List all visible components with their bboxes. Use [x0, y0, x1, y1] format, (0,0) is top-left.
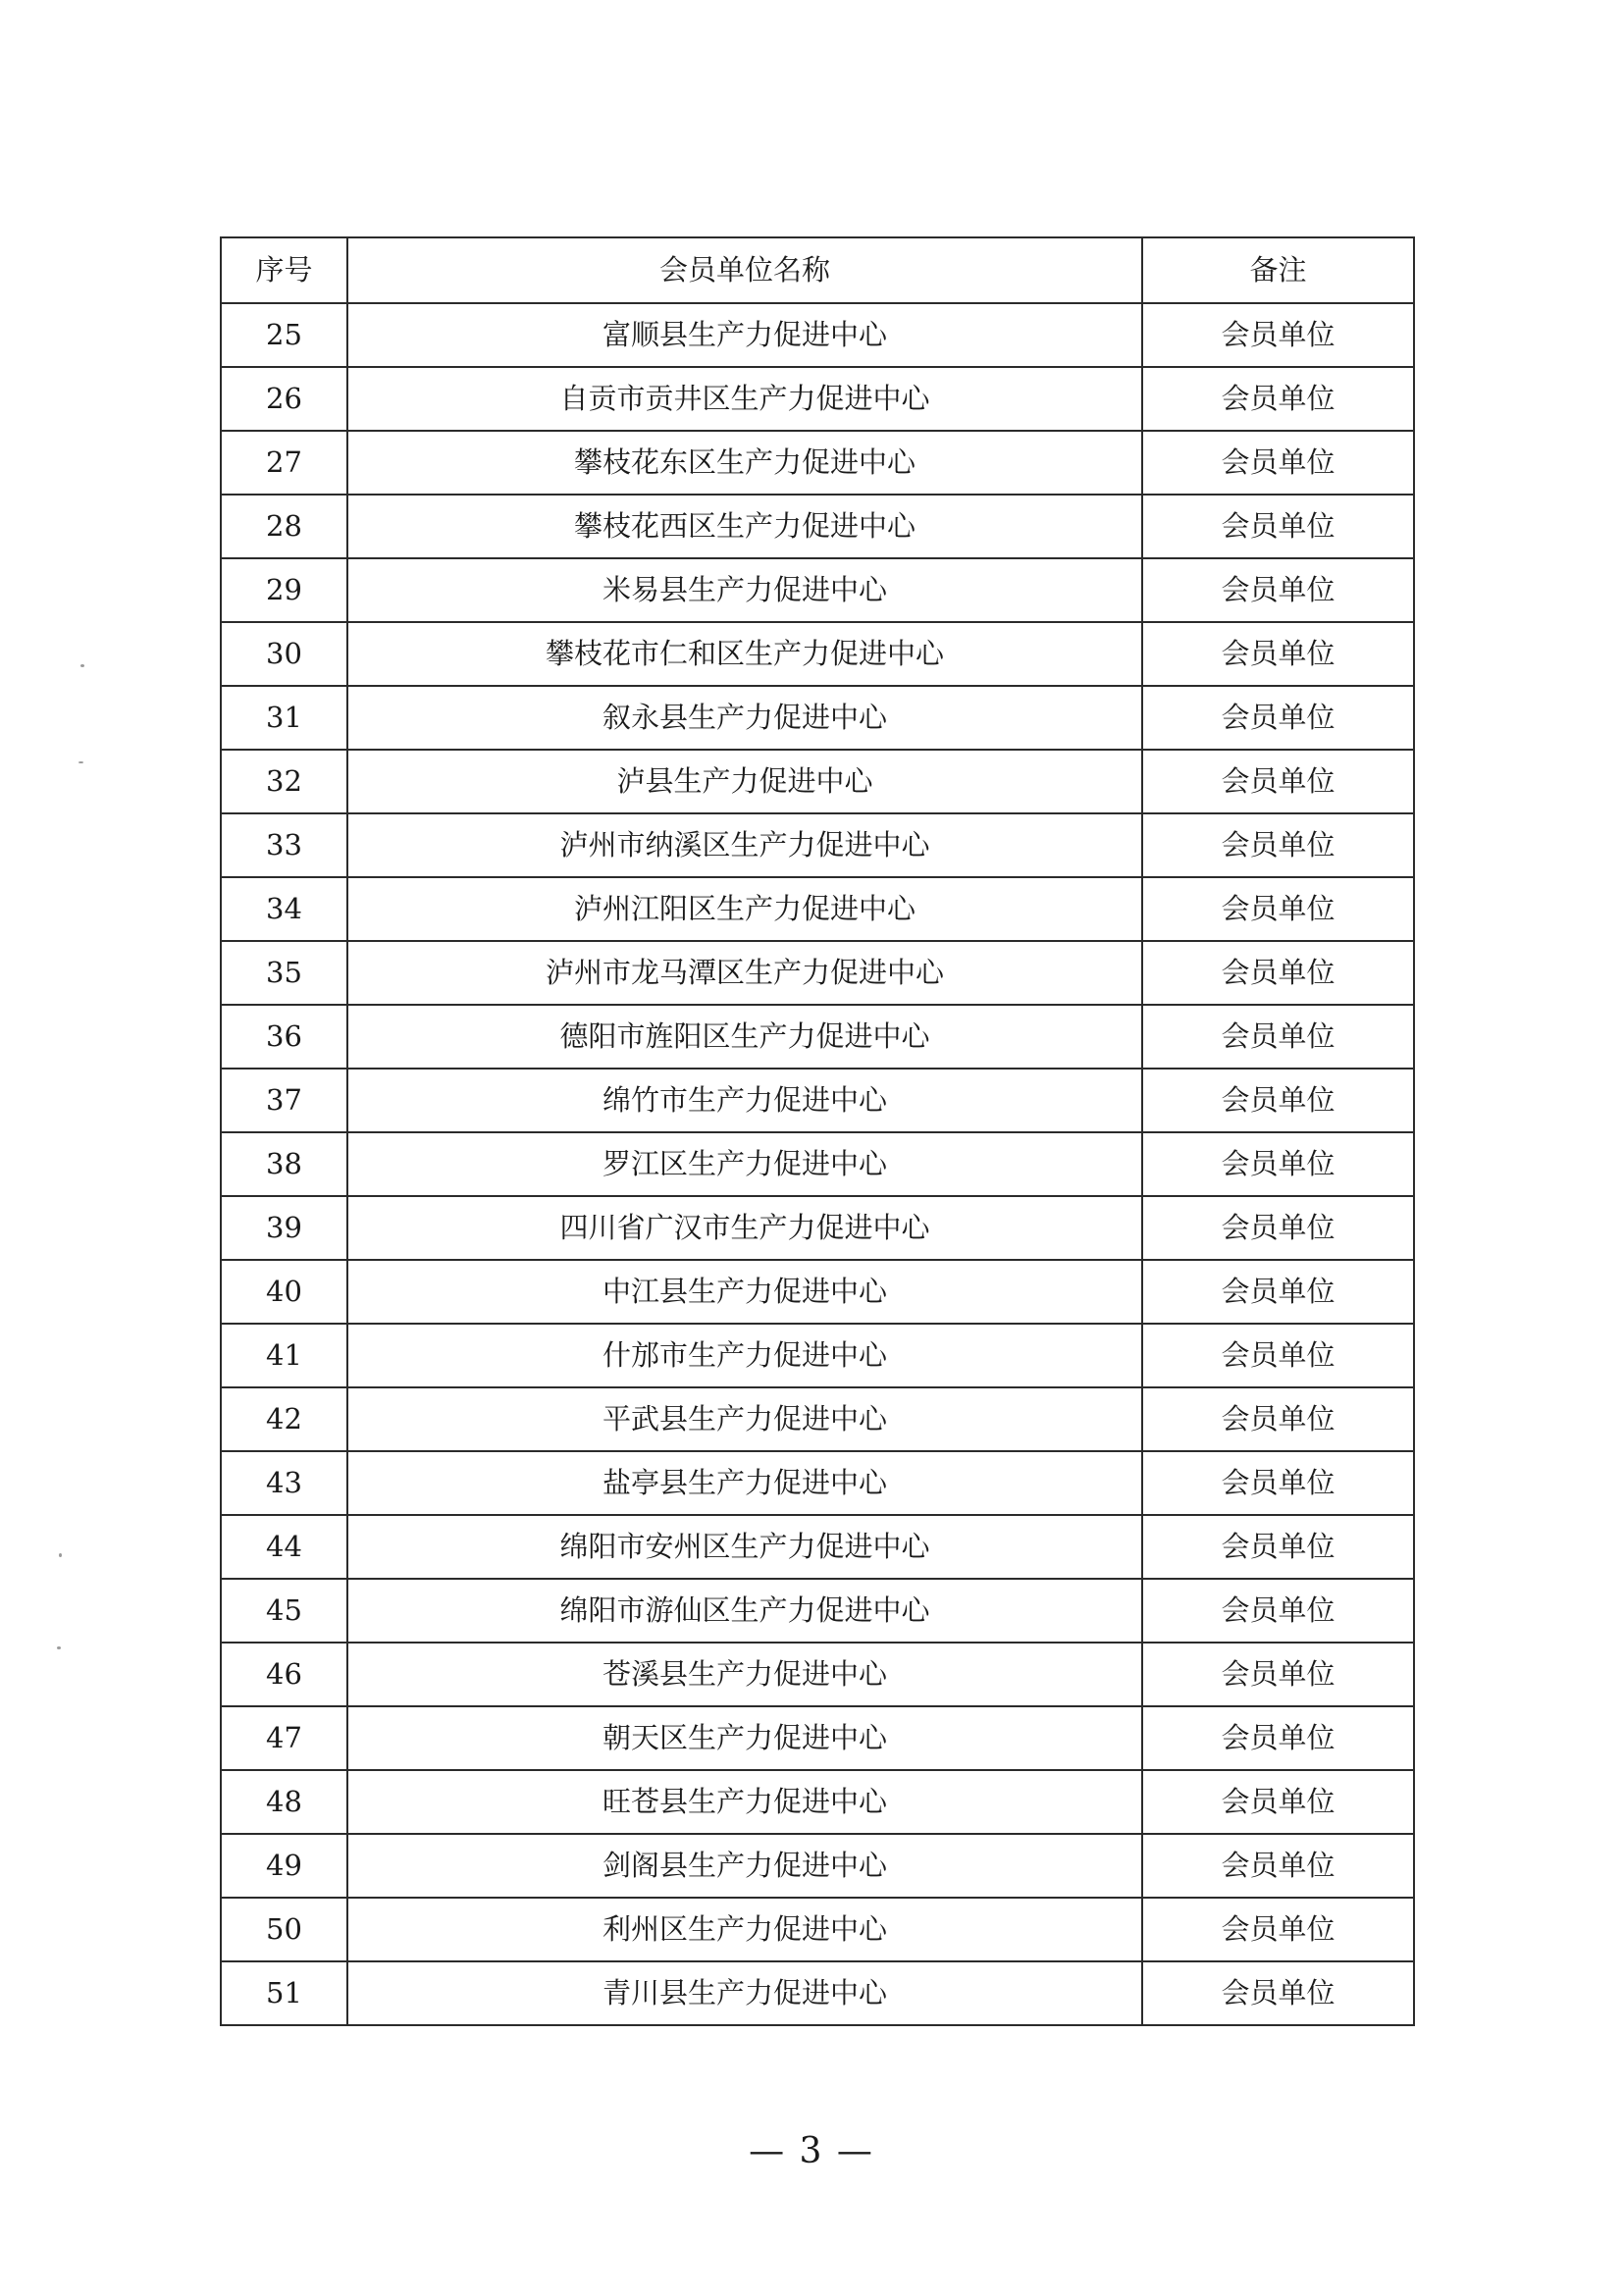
table-row — [221, 1196, 1414, 1260]
row-remarks: 会员单位 — [1142, 877, 1414, 941]
row-serial-number: 35 — [221, 941, 347, 1005]
row-serial-number: 31 — [221, 686, 347, 750]
row-remarks: 会员单位 — [1142, 622, 1414, 686]
row-serial-number: 41 — [221, 1324, 347, 1387]
table-row — [221, 1579, 1414, 1643]
row-serial-number: 49 — [221, 1834, 347, 1898]
row-member-unit-name: 泸州市纳溪区生产力促进中心 — [347, 813, 1142, 877]
row-member-unit-name: 德阳市旌阳区生产力促进中心 — [347, 1005, 1142, 1069]
row-serial-number: 26 — [221, 367, 347, 431]
row-serial-number: 44 — [221, 1515, 347, 1579]
row-serial-number: 48 — [221, 1770, 347, 1834]
row-member-unit-name: 中江县生产力促进中心 — [347, 1260, 1142, 1324]
row-member-unit-name: 攀枝花东区生产力促进中心 — [347, 431, 1142, 495]
row-member-unit-name: 泸州市龙马潭区生产力促进中心 — [347, 941, 1142, 1005]
row-serial-number: 50 — [221, 1898, 347, 1961]
table-row — [221, 941, 1414, 1005]
row-remarks: 会员单位 — [1142, 1069, 1414, 1132]
row-member-unit-name: 攀枝花市仁和区生产力促进中心 — [347, 622, 1142, 686]
row-remarks: 会员单位 — [1142, 1387, 1414, 1451]
header-serial-number: 序号 — [221, 237, 347, 303]
row-remarks: 会员单位 — [1142, 1132, 1414, 1196]
table-row — [221, 1770, 1414, 1834]
row-member-unit-name: 叙永县生产力促进中心 — [347, 686, 1142, 750]
member-unit-table — [220, 236, 1415, 2026]
table-row — [221, 1961, 1414, 2025]
row-member-unit-name: 平武县生产力促进中心 — [347, 1387, 1142, 1451]
header-member-unit-name: 会员单位名称 — [347, 237, 1142, 303]
row-remarks: 会员单位 — [1142, 1961, 1414, 2025]
row-serial-number: 47 — [221, 1706, 347, 1770]
row-member-unit-name: 泸县生产力促进中心 — [347, 750, 1142, 813]
table-row — [221, 495, 1414, 558]
scan-speck — [57, 1646, 61, 1649]
row-remarks: 会员单位 — [1142, 1196, 1414, 1260]
table-row — [221, 1706, 1414, 1770]
table-row — [221, 367, 1414, 431]
table-row — [221, 558, 1414, 622]
row-remarks: 会员单位 — [1142, 1643, 1414, 1706]
table-row — [221, 1451, 1414, 1515]
row-serial-number: 29 — [221, 558, 347, 622]
row-member-unit-name: 绵阳市安州区生产力促进中心 — [347, 1515, 1142, 1579]
table-row — [221, 813, 1414, 877]
scan-speck — [79, 761, 83, 763]
row-remarks: 会员单位 — [1142, 750, 1414, 813]
header-remarks: 备注 — [1142, 237, 1414, 303]
row-remarks: 会员单位 — [1142, 1324, 1414, 1387]
table-row — [221, 1005, 1414, 1069]
row-serial-number: 33 — [221, 813, 347, 877]
row-member-unit-name: 旺苍县生产力促进中心 — [347, 1770, 1142, 1834]
row-serial-number: 39 — [221, 1196, 347, 1260]
table-row — [221, 431, 1414, 495]
table-row — [221, 622, 1414, 686]
row-member-unit-name: 青川县生产力促进中心 — [347, 1961, 1142, 2025]
table-row — [221, 1260, 1414, 1324]
row-serial-number: 37 — [221, 1069, 347, 1132]
row-remarks: 会员单位 — [1142, 1770, 1414, 1834]
row-member-unit-name: 泸州江阳区生产力促进中心 — [347, 877, 1142, 941]
row-remarks: 会员单位 — [1142, 1451, 1414, 1515]
row-remarks: 会员单位 — [1142, 813, 1414, 877]
table-row — [221, 686, 1414, 750]
row-remarks: 会员单位 — [1142, 1515, 1414, 1579]
row-member-unit-name: 盐亭县生产力促进中心 — [347, 1451, 1142, 1515]
row-remarks: 会员单位 — [1142, 686, 1414, 750]
row-remarks: 会员单位 — [1142, 1579, 1414, 1643]
row-serial-number: 28 — [221, 495, 347, 558]
row-serial-number: 36 — [221, 1005, 347, 1069]
row-serial-number: 43 — [221, 1451, 347, 1515]
row-remarks: 会员单位 — [1142, 431, 1414, 495]
row-serial-number: 30 — [221, 622, 347, 686]
row-member-unit-name: 攀枝花西区生产力促进中心 — [347, 495, 1142, 558]
row-member-unit-name: 什邡市生产力促进中心 — [347, 1324, 1142, 1387]
table-row — [221, 303, 1414, 367]
row-member-unit-name: 剑阁县生产力促进中心 — [347, 1834, 1142, 1898]
table-row — [221, 1324, 1414, 1387]
table-row — [221, 1387, 1414, 1451]
table-row — [221, 877, 1414, 941]
row-member-unit-name: 罗江区生产力促进中心 — [347, 1132, 1142, 1196]
scan-speck — [59, 1553, 62, 1557]
row-remarks: 会员单位 — [1142, 367, 1414, 431]
row-member-unit-name: 绵竹市生产力促进中心 — [347, 1069, 1142, 1132]
row-serial-number: 34 — [221, 877, 347, 941]
row-serial-number: 25 — [221, 303, 347, 367]
row-remarks: 会员单位 — [1142, 1834, 1414, 1898]
row-member-unit-name: 米易县生产力促进中心 — [347, 558, 1142, 622]
row-member-unit-name: 四川省广汉市生产力促进中心 — [347, 1196, 1142, 1260]
row-remarks: 会员单位 — [1142, 558, 1414, 622]
row-remarks: 会员单位 — [1142, 1260, 1414, 1324]
row-member-unit-name: 苍溪县生产力促进中心 — [347, 1643, 1142, 1706]
row-member-unit-name: 利州区生产力促进中心 — [347, 1898, 1142, 1961]
table-row — [221, 1515, 1414, 1579]
row-serial-number: 46 — [221, 1643, 347, 1706]
row-member-unit-name: 朝天区生产力促进中心 — [347, 1706, 1142, 1770]
table-header-row — [221, 237, 1414, 303]
table-row — [221, 1898, 1414, 1961]
scan-speck — [80, 664, 84, 667]
row-member-unit-name: 自贡市贡井区生产力促进中心 — [347, 367, 1142, 431]
row-serial-number: 45 — [221, 1579, 347, 1643]
table-row — [221, 750, 1414, 813]
row-remarks: 会员单位 — [1142, 303, 1414, 367]
table-row — [221, 1069, 1414, 1132]
page-number: — 3 — — [749, 2131, 874, 2171]
table-row — [221, 1834, 1414, 1898]
table-row — [221, 1132, 1414, 1196]
row-serial-number: 42 — [221, 1387, 347, 1451]
row-serial-number: 38 — [221, 1132, 347, 1196]
row-serial-number: 51 — [221, 1961, 347, 2025]
row-serial-number: 32 — [221, 750, 347, 813]
row-remarks: 会员单位 — [1142, 1005, 1414, 1069]
row-remarks: 会员单位 — [1142, 495, 1414, 558]
table-body — [221, 303, 1414, 2025]
table-row — [221, 1643, 1414, 1706]
row-serial-number: 40 — [221, 1260, 347, 1324]
row-serial-number: 27 — [221, 431, 347, 495]
row-remarks: 会员单位 — [1142, 941, 1414, 1005]
row-remarks: 会员单位 — [1142, 1706, 1414, 1770]
row-member-unit-name: 绵阳市游仙区生产力促进中心 — [347, 1579, 1142, 1643]
row-remarks: 会员单位 — [1142, 1898, 1414, 1961]
row-member-unit-name: 富顺县生产力促进中心 — [347, 303, 1142, 367]
